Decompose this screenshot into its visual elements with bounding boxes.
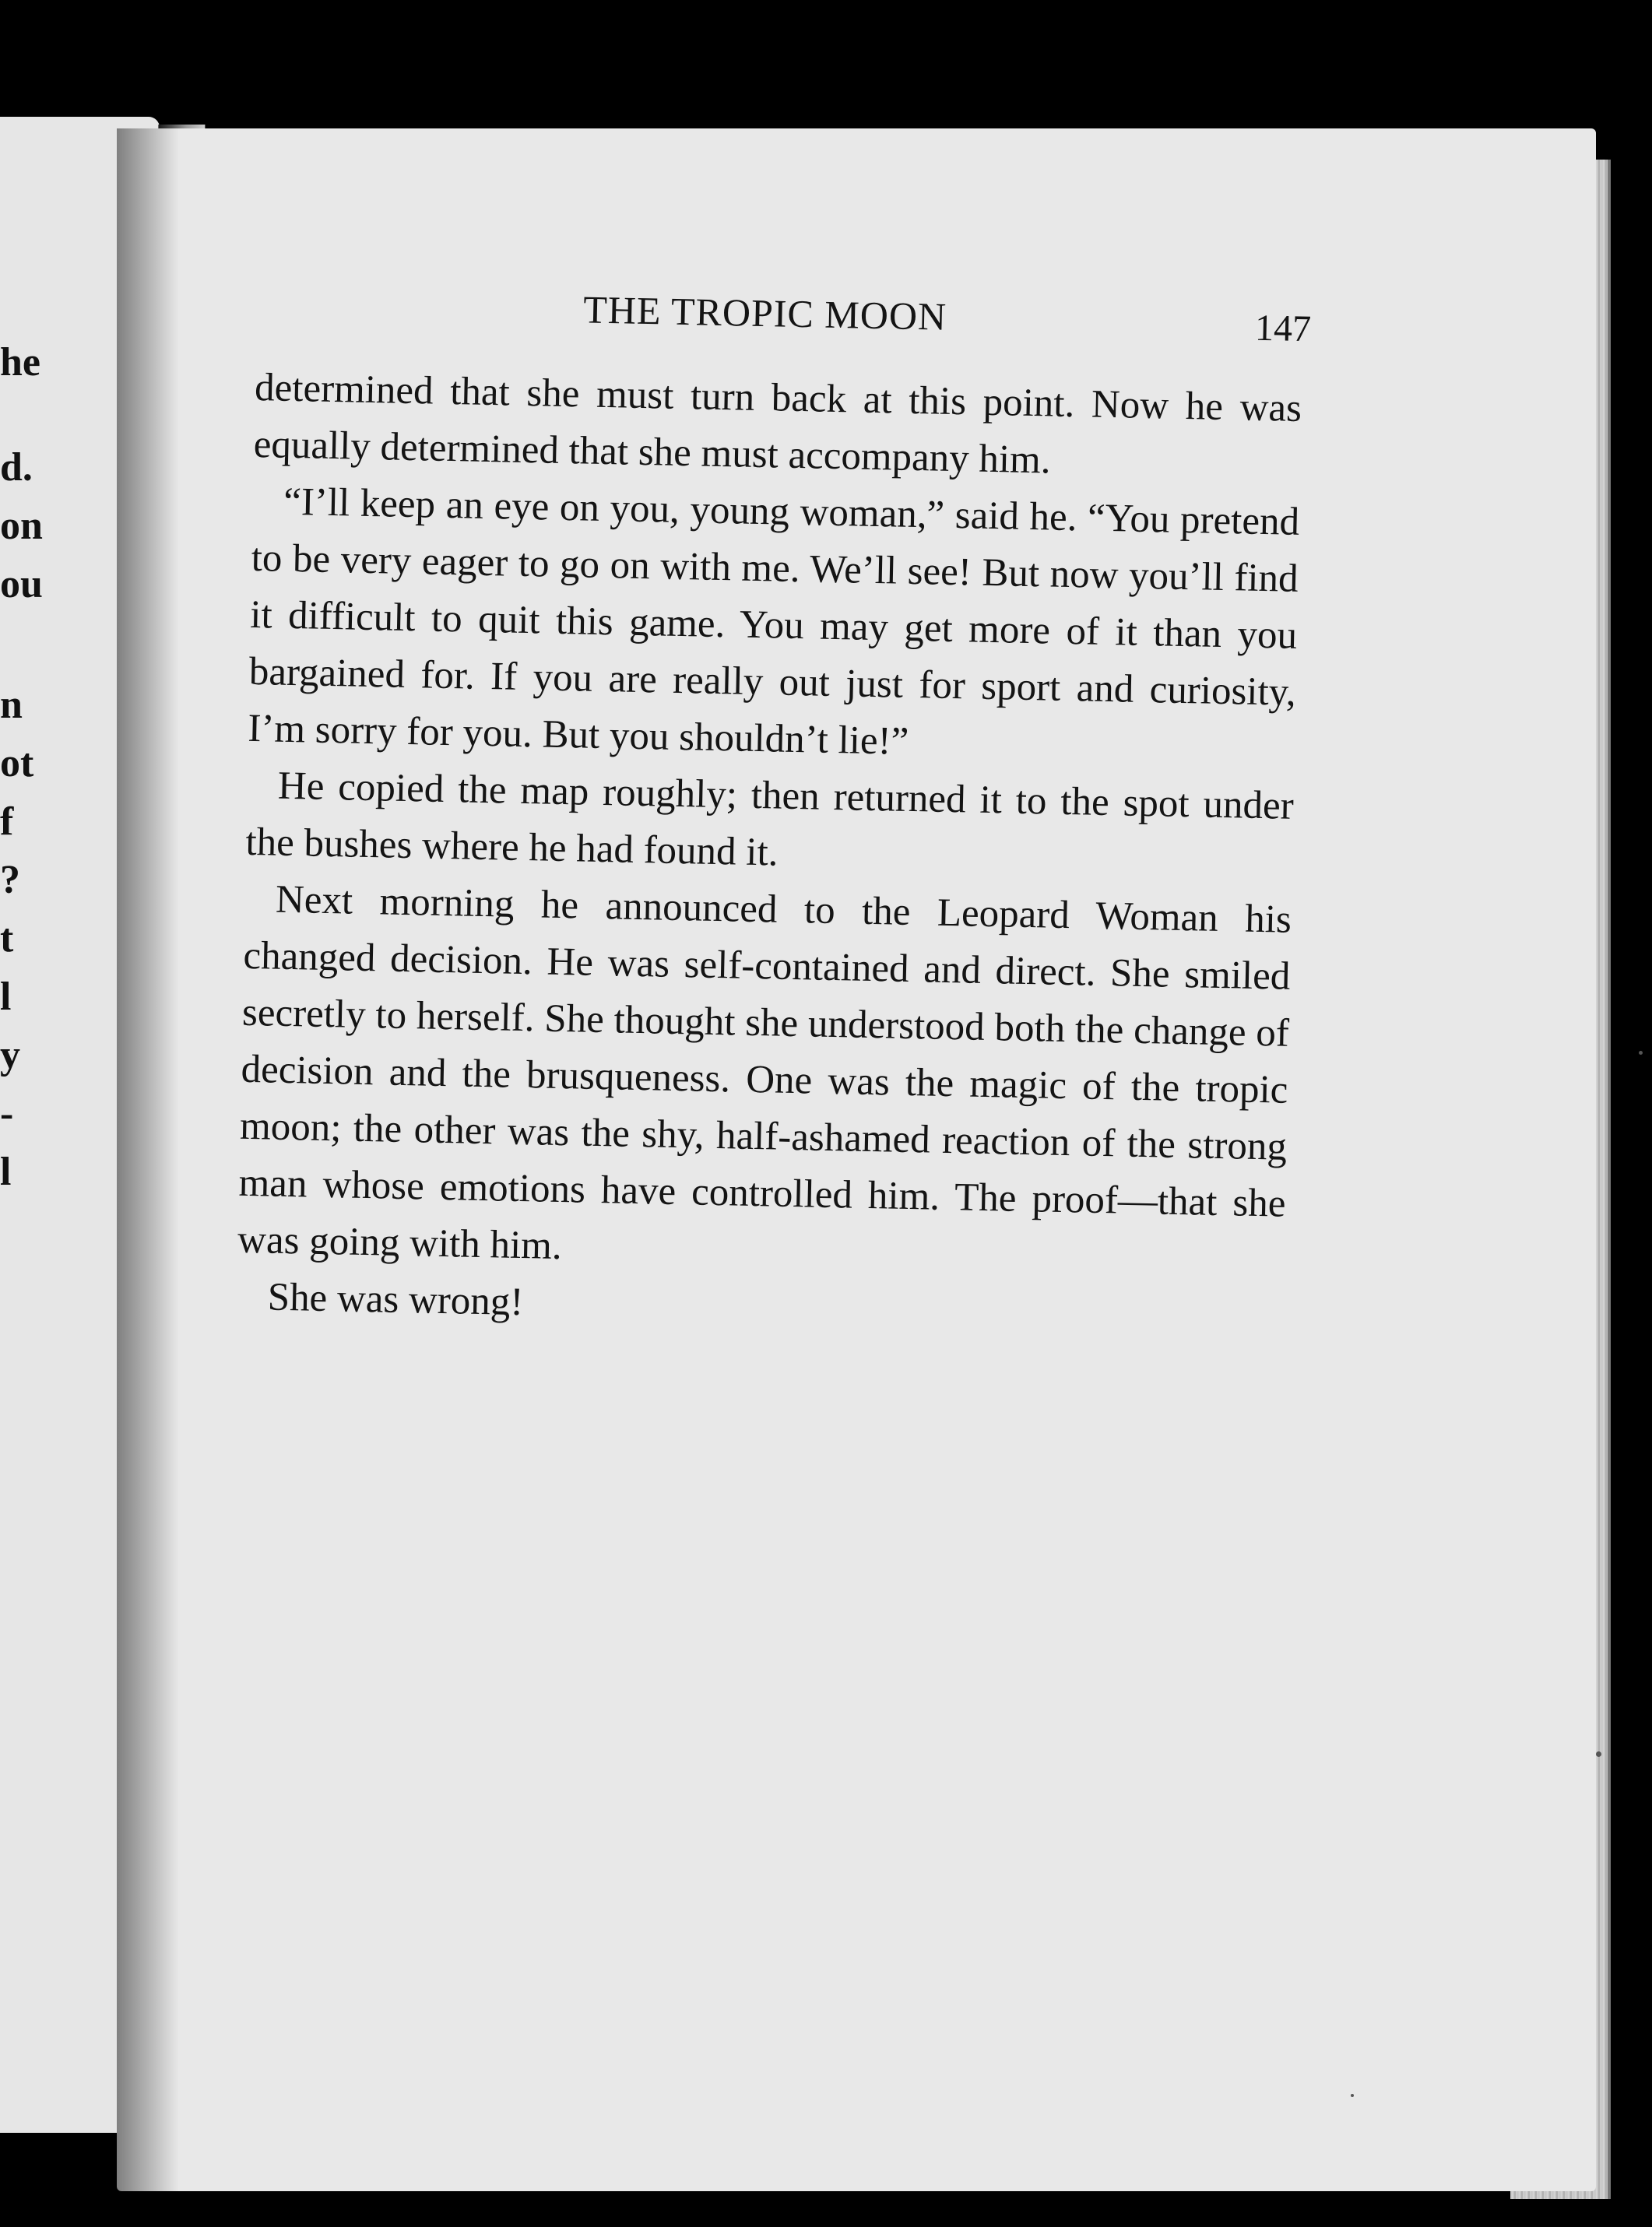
paragraph: He copied the map roughly; then returned it to the spot under the bushes where he had found it. [244,764,1295,875]
paragraph: She was wrong! [267,1275,524,1325]
paragraph: Next morning he announced to the Leopard Woman his changed decision. He was self-contained and direct. She smiled secretly to herself. She thought she understood both the change of decision and the brusqueness. One was the magic of the tropic moon; the other was the shy, half-ashamed reaction of the strong man whose emotions have controlled him. The proof—that she was going with him. [237,877,1292,1269]
scan-speck [1351,2094,1354,2097]
left-page-fragment: ou [0,562,43,606]
left-page-fragment: ? [0,858,20,902]
left-page-fragment: l [0,975,12,1019]
page-text-block [236,280,1312,1347]
page-shadow [117,128,179,2191]
paragraph: “I’ll keep an eye on you, young woman,” said he. “You pretend to be very eager to go on with me. We’ll see! But now you’ll find it difficult to quit this game. You may get more of it than you bargained for. If you are really out just for sport and curiosity, I’m sorry for you. But you shouldn’t lie!” [247,479,1300,764]
scan-speck [1596,1751,1601,1757]
left-page-fragment: he [0,340,40,385]
left-page-fragment: f [0,799,14,844]
page-number: 147 [1254,307,1312,350]
paragraph: determined that she must turn back at this point. Now he was equally determined that she must accompany him. [253,365,1302,483]
left-page-fragment: l [0,1150,12,1194]
running-title: THE TROPIC MOON [582,287,947,339]
left-page-fragment: n [0,683,23,727]
left-page-fragment: - [0,1091,14,1136]
left-page-fragment: t [0,916,14,961]
left-page-fragment: d. [0,445,33,490]
left-page-fragment: ot [0,741,34,785]
scan-speck [1639,1051,1643,1055]
left-page-fragment: on [0,504,43,548]
left-page-fragment: y [0,1033,20,1077]
